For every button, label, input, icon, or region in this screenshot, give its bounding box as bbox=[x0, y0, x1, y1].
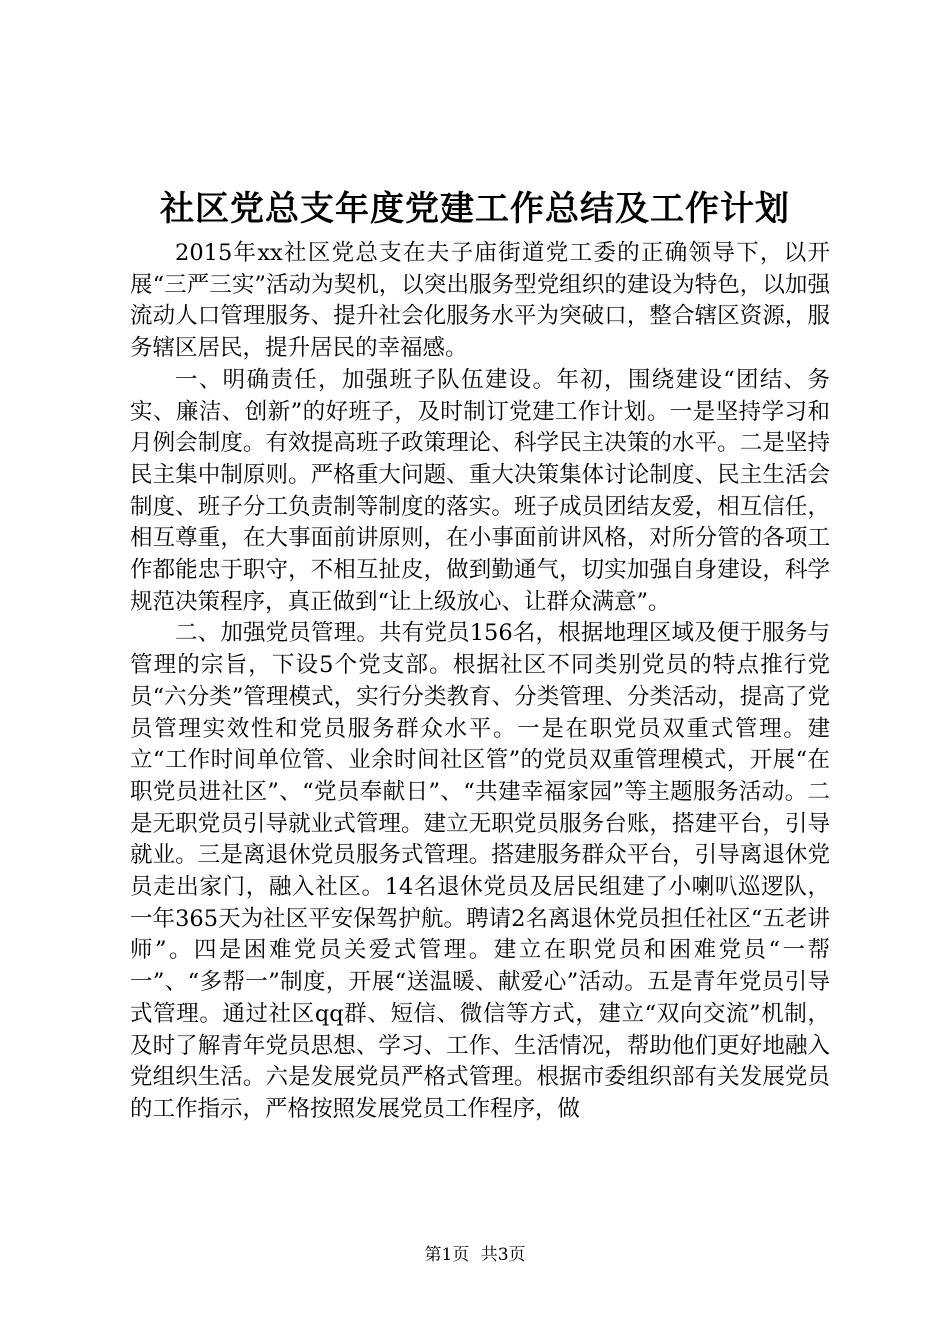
paragraph-member-management: 二、加强党员管理。共有党员156名，根据地理区域及便于服务与管理的宗旨，下设5个党支部。根据社区不同类别党员的特点推行党员“六分类”管理模式，实行分类教育、分类管理、分类活动，提高了党员管理实效性和党员服务群众水平。一是在职党员双重式管理。建立“工作时间单位管、业余时间社区管”的党员双重管理模式，开展“在职党员进社区”、“党员奉献日”、“共建幸福家园”等主题服务活动。二是无职党员引导就业式管理。建立无职党员服务台账，搭建平台，引导就业。三是离退休党员服务式管理。搭建服务群众平台，引导离退休党员走出家门，融入社区。14名退休党员及居民组建了小喇叭巡逻队，一年365天为社区平安保驾护航。聘请2名离退休党员担任社区“五老讲师”。四是困难党员关爱式管理。建立在职党员和困难党员“一帮一”、“多帮一”制度，开展“送温暖、献爱心”活动。五是青年党员引导式管理。通过社区qq群、短信、微信等方式，建立“双向交流”机制，及时了解青年党员思想、学习、工作、生活情况，帮助他们更好地融入党组织生活。六是发展党员严格式管理。根据市委组织部有关发展党员的工作指示，严格按照发展党员工作程序，做 bbox=[130, 620, 830, 1122]
page-number: 第1页 bbox=[424, 1245, 470, 1265]
page-total: 共3页 bbox=[480, 1245, 526, 1265]
document-title: 社区党总支年度党建工作总结及工作计划 bbox=[160, 189, 790, 229]
paragraph-intro: 2015年xx社区党总支在夫子庙街道党工委的正确领导下，以开展“三严三实”活动为契机，以突出服务型党组织的建设为特色，以加强流动人口管理服务、提升社会化服务水平为突破口，整合辖区资源，服务辖区居民，提升居民的幸福感。 bbox=[130, 240, 830, 362]
page-footer bbox=[0, 1243, 950, 1267]
paragraph-team-building: 一、明确责任，加强班子队伍建设。年初，围绕建设“团结、务实、廉洁、创新”的好班子，及时制订党建工作计划。一是坚持学习和月例会制度。有效提高班子政策理论、科学民主决策的水平。二是坚持民主集中制原则。严格重大问题、重大决策集体讨论制度、民主生活会制度、班子分工负责制等制度的落实。班子成员团结友爱，相互信任，相互尊重，在大事面前讲原则，在小事面前讲风格，对所分管的各项工作都能忠于职守，不相互扯皮，做到勤通气，切实加强自身建设，科学规范决策程序，真正做到“让上级放心、让群众满意”。 bbox=[130, 366, 830, 615]
document-body bbox=[130, 238, 830, 1126]
